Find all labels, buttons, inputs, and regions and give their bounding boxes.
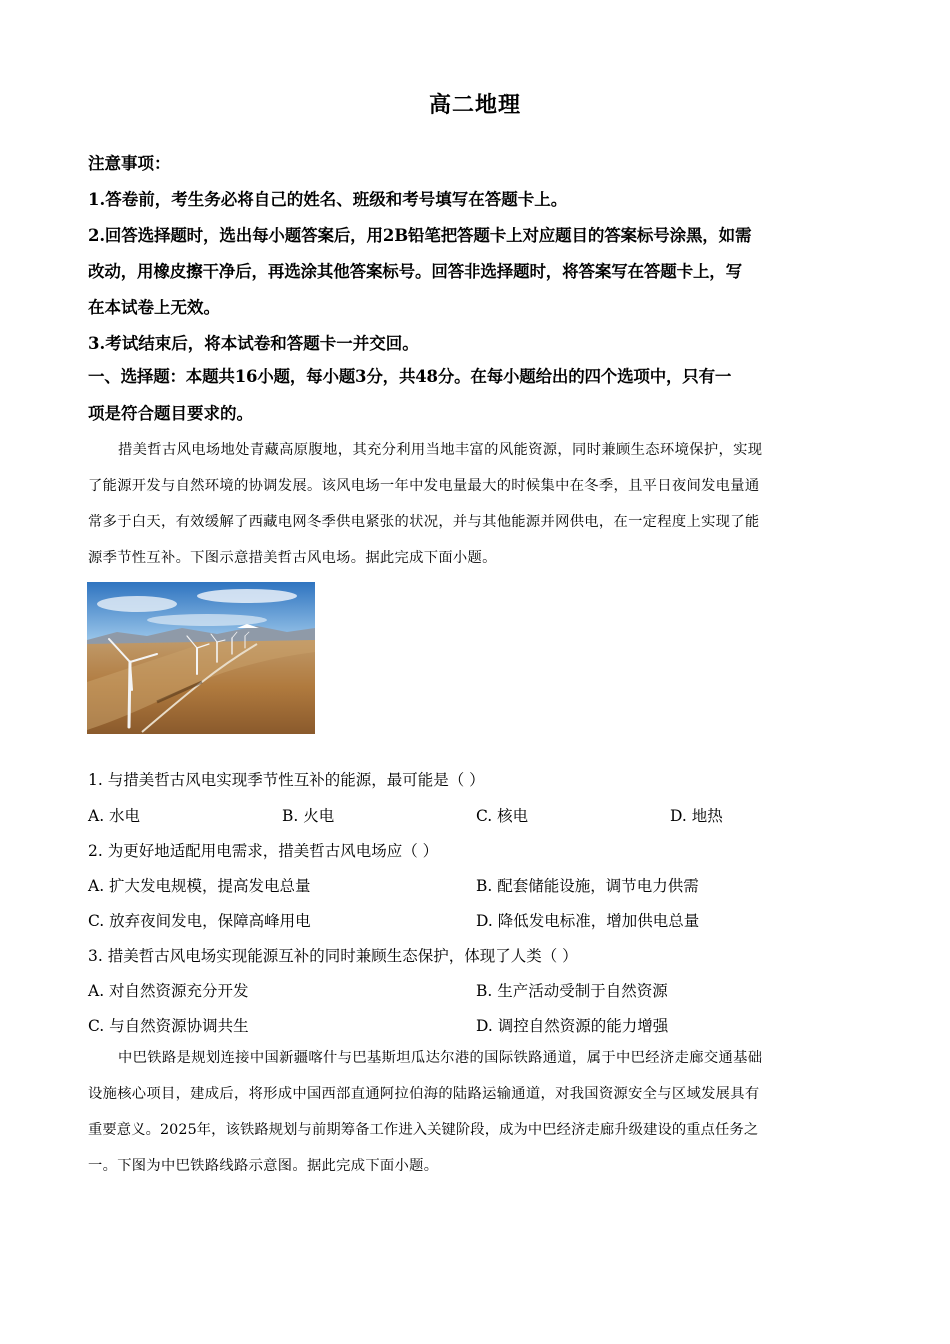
notes-heading: 注意事项： xyxy=(88,154,171,173)
passage-line: 常多于白天，有效缓解了西藏电网冬季供电紧张的状况，并与其他能源并网供电，在一定程度上实现了能 xyxy=(88,514,760,530)
passage-line: 设施核心项目，建成后，将形成中国西部直通阿拉伯海的陆路运输通道，对我国资源安全与区域发展具有 xyxy=(88,1086,760,1102)
notes-line: 改动，用橡皮擦干净后，再选涂其他答案标号。回答非选择题时，将答案写在答题卡上，写 xyxy=(88,262,743,281)
wind-farm-photo xyxy=(87,582,315,734)
notes-line: 在本试卷上无效。 xyxy=(88,298,220,317)
question-3-option-d[interactable]: D. 调控自然资源的能力增强 xyxy=(476,1017,669,1035)
question-2-option-b[interactable]: B. 配套储能设施，调节电力供需 xyxy=(476,877,699,895)
passage-line: 重要意义。2025年，该铁路规划与前期筹备工作进入关键阶段，成为中巴经济走廊升级建设的重点任务之 xyxy=(88,1122,759,1138)
question-1-option-d[interactable]: D. 地热 xyxy=(670,807,723,825)
question-2-option-c[interactable]: C. 放弃夜间发电，保障高峰用电 xyxy=(88,912,311,930)
question-2-option-a[interactable]: A. 扩大发电规模，提高发电总量 xyxy=(88,877,311,895)
passage-line: 中巴铁路是规划连接中国新疆喀什与巴基斯坦瓜达尔港的国际铁路通道，属于中巴经济走廊交通基础 xyxy=(118,1050,763,1066)
question-2-stem: 2. 为更好地适配用电需求，措美哲古风电场应（ ） xyxy=(88,842,439,860)
section-line: 一、选择题：本题共16小题，每小题3分，共48分。在每小题给出的四个选项中，只有一 xyxy=(88,367,732,386)
passage-line: 措美哲古风电场地处青藏高原腹地，其充分利用当地丰富的风能资源，同时兼顾生态环境保护，实现 xyxy=(118,442,763,458)
section-heading xyxy=(88,358,868,432)
passage-line: 源季节性互补。下图示意措美哲古风电场。据此完成下面小题。 xyxy=(88,550,497,566)
passage-wind-farm xyxy=(88,432,868,576)
notes-line: 3.考试结束后，将本试卷和答题卡一并交回。 xyxy=(88,334,419,353)
passage-railway xyxy=(88,1040,868,1184)
page-title: 高二地理 xyxy=(428,92,521,118)
question-1-option-c[interactable]: C. 核电 xyxy=(476,807,529,825)
question-3-option-b[interactable]: B. 生产活动受制于自然资源 xyxy=(476,982,668,1000)
notes-line: 2.回答选择题时，选出每小题答案后，用2B铅笔把答题卡上对应题目的答案标号涂黑，如需 xyxy=(88,226,752,245)
question-1-stem: 1. 与措美哲古风电实现季节性互补的能源，最可能是（ ） xyxy=(88,771,485,789)
notes-block xyxy=(88,146,868,362)
question-3-option-a[interactable]: A. 对自然资源充分开发 xyxy=(88,982,249,1000)
question-3-option-c[interactable]: C. 与自然资源协调共生 xyxy=(88,1017,249,1035)
passage-line: 了能源开发与自然环境的协调发展。该风电场一年中发电量最大的时候集中在冬季，且平日夜间发电量通 xyxy=(88,478,760,494)
question-3-stem: 3. 措美哲古风电场实现能源互补的同时兼顾生态保护，体现了人类（ ） xyxy=(88,947,578,965)
passage-line: 一。下图为中巴铁路线路示意图。据此完成下面小题。 xyxy=(88,1158,439,1174)
section-line: 项是符合题目要求的。 xyxy=(88,404,253,423)
question-1-option-b[interactable]: B. 火电 xyxy=(282,807,335,825)
question-1-option-a[interactable]: A. 水电 xyxy=(88,807,141,825)
question-2-option-d[interactable]: D. 降低发电标准，增加供电总量 xyxy=(476,912,700,930)
notes-line: 1.答卷前，考生务必将自己的姓名、班级和考号填写在答题卡上。 xyxy=(88,190,568,209)
